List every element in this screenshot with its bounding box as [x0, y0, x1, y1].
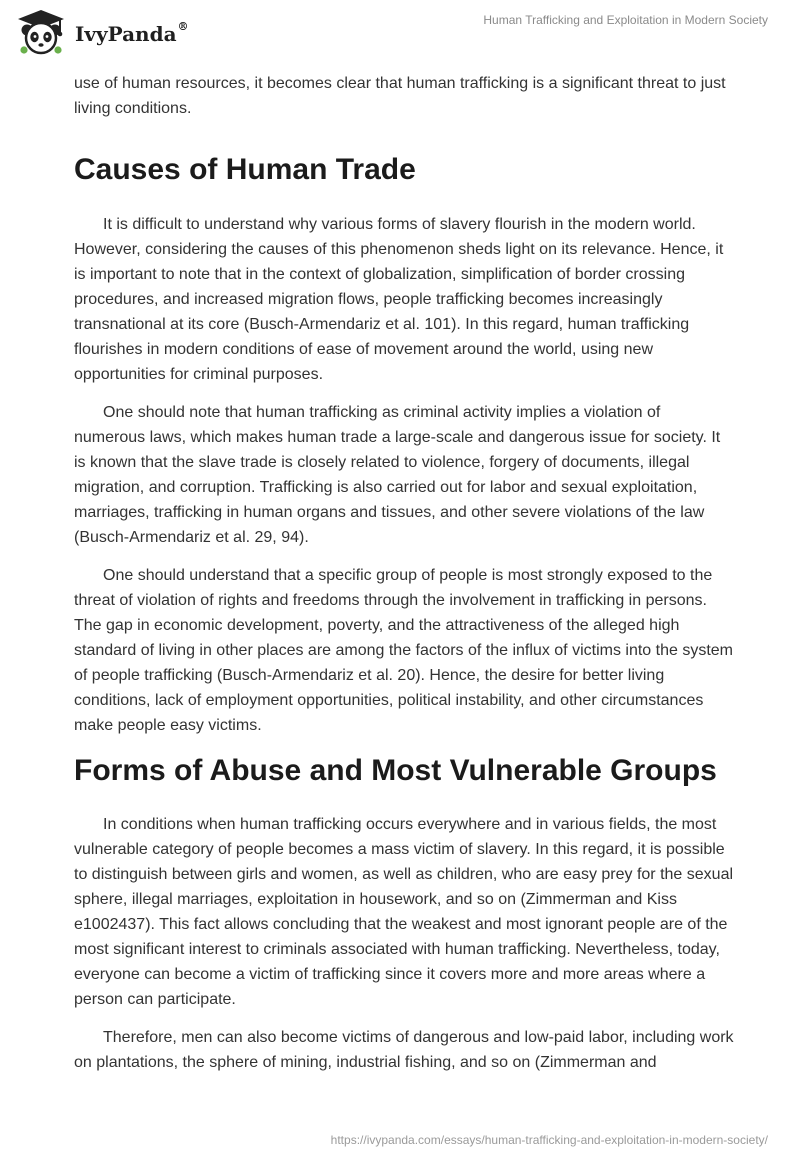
paragraph: It is difficult to understand why various forms of slavery flourish in the modern world. However, considering the causes of this phenomenon sheds light on its relevance. Hence, it is important to note that in the context of globalization, simplification of border crossing procedures, and increased migration flows, people trafficking becomes increasingly transnational at its core (Busch-Armendariz et al. 101). In this regard, human trafficking flourishes in modern conditions of ease of movement around the world, using new opportunities for criminal purposes. — [74, 216, 724, 383]
intro-paragraph: use of human resources, it becomes clear that human trafficking is a significant threat to just living conditions. — [74, 75, 726, 117]
brand-text: IvyPanda — [75, 22, 177, 46]
page-header — [0, 0, 800, 66]
brand-name[interactable] — [75, 22, 189, 46]
source-url[interactable]: https://ivypanda.com/essays/human-trafficking-and-exploitation-in-modern-society/ — [330, 1133, 768, 1147]
panda-graduate-icon[interactable] — [15, 9, 67, 55]
essay-body — [74, 71, 734, 1088]
section-heading-causes: Causes of Human Trade — [74, 153, 416, 186]
document-title: Human Trafficking and Exploitation in Modern Society — [483, 13, 768, 27]
paragraph: In conditions when human trafficking occurs everywhere and in various fields, the most vulnerable category of people becomes a mass victim of slavery. In this regard, it is possible to distinguish between girls and women, as well as children, who are easy prey for the sexual sphere, illegal marriages, exploitation in housework, and so on (Zimmerman and Kiss e1002437). This fact allows concluding that the weakest and most ignorant people are of the most significant interest to criminals associated with human trafficking. Nevertheless, today, everyone can become a victim of trafficking since it covers more and more areas where a person can participate. — [74, 816, 734, 1008]
paragraph: Therefore, men can also become victims of dangerous and low-paid labor, including work on plantations, the sphere of mining, industrial fishing, and so on (Zimmerman and — [74, 1029, 734, 1071]
paragraph: One should understand that a specific group of people is most strongly exposed to the threat of violation of rights and freedoms through the involvement in trafficking in persons. The gap in economic development, poverty, and the attractiveness of the alleged high standard of living in other places are among the factors of the influx of victims into the system of people trafficking (Busch-Armendariz et al. 20). Hence, the desire for better living conditions, lack of employment opportunities, political instability, and other circumstances make people easy victims. — [74, 567, 733, 734]
paragraph: One should note that human trafficking as criminal activity implies a violation of numerous laws, which makes human trade a large-scale and dangerous issue for society. It is known that the slave trade is closely related to violence, forgery of documents, illegal migration, and corruption. Trafficking is also carried out for labor and sexual exploitation, marriages, trafficking in human organs and tissues, and other severe violations of the law (Busch-Armendariz et al. 29, 94). — [74, 404, 721, 546]
registered-mark: ® — [177, 20, 189, 34]
section-heading-forms-of-abuse: Forms of Abuse and Most Vulnerable Groups — [74, 754, 717, 787]
